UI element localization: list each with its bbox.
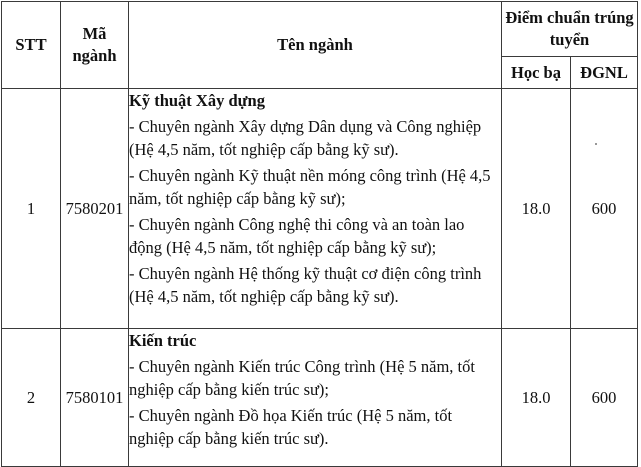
row-major: [129, 329, 502, 467]
header-dgnl: ĐGNL: [571, 57, 638, 89]
specialization-item: - Chuyên ngành Xây dựng Dân dụng và Công nghiệp (Hệ 4,5 năm, tốt nghiệp cấp bằng kỹ sư).: [129, 117, 482, 159]
specialization-item: - Chuyên ngành Công nghệ thi công và an toàn lao động (Hệ 4,5 năm, tốt nghiệp cấp bằng kỹ sư);: [129, 215, 465, 257]
specialization-item: - Chuyên ngành Kiến trúc Công trình (Hệ 5 năm, tốt nghiệp cấp bằng kiến trúc sư);: [129, 357, 475, 399]
specialization-item: - Chuyên ngành Hệ thống kỹ thuật cơ điện công trình (Hệ 4,5 năm, tốt nghiệp cấp bằng kỹ sư).: [129, 264, 482, 306]
row-major: [129, 89, 502, 329]
row-dgnl-score: 600: [571, 329, 638, 467]
row-stt: 1: [2, 89, 61, 329]
row-dgnl-score: 600: [571, 89, 638, 329]
major-title: Kỹ thuật Xây dựng: [129, 91, 265, 110]
admission-scores-table: [1, 1, 638, 467]
major-title: Kiến trúc: [129, 331, 197, 350]
header-code: Mã ngành: [61, 2, 129, 89]
header-stt: STT: [2, 2, 61, 89]
header-major: Tên ngành: [129, 2, 502, 89]
header-row: [2, 2, 638, 57]
header-hoc-ba: Học bạ: [502, 57, 571, 89]
specialization-item: - Chuyên ngành Kỹ thuật nền móng công trình (Hệ 4,5 năm, tốt nghiệp cấp bằng kỹ sư);: [129, 166, 491, 208]
table-row: [2, 89, 638, 329]
table-row: [2, 329, 638, 467]
scan-speck: [595, 143, 597, 145]
row-code: 7580101: [61, 329, 129, 467]
specialization-item: - Chuyên ngành Đồ họa Kiến trúc (Hệ 5 năm, tốt nghiệp cấp bằng kiến trúc sư).: [129, 406, 453, 448]
row-hoc-ba-score: 18.0: [502, 89, 571, 329]
row-code: 7580201: [61, 89, 129, 329]
header-score-group: Điểm chuẩn trúng tuyển: [502, 2, 638, 57]
row-stt: 2: [2, 329, 61, 467]
row-hoc-ba-score: 18.0: [502, 329, 571, 467]
